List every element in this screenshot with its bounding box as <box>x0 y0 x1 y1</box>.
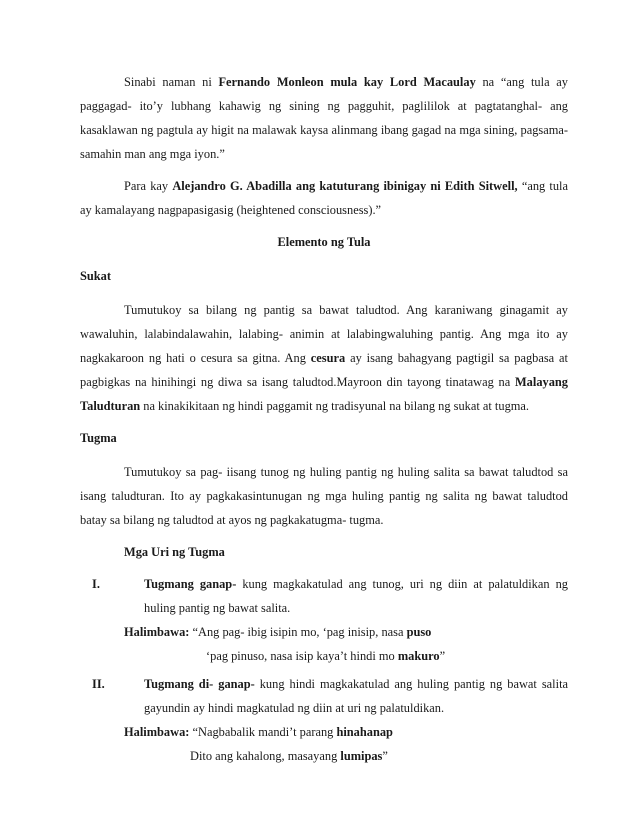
term-tugmang-di-ganap: Tugmang di- ganap- <box>144 677 255 691</box>
bold-malayang-taludturan: Malayang Taludturan <box>80 375 568 413</box>
heading-mga-uri: Mga Uri ng Tugma <box>124 545 225 559</box>
list-item-tugmang-di-ganap: II. Tugmang di- ganap- kung hindi magkakatulad ang huling pantig ng bawat salita gayundin ay hindi magkatulad ng diin at uri ng palatuldikan. <box>80 672 568 720</box>
heading-tugma: Tugma <box>80 431 117 445</box>
example-line: Halimbawa: “Nagbabalik mandi’t parang hinahanap <box>124 725 393 739</box>
example-line: Halimbawa: “Ang pag- ibig isipin mo, ‘pag inisip, nasa puso <box>124 625 432 639</box>
example-line: ‘pag pinuso, nasa isip kaya’t hindi mo makuro” <box>206 649 446 663</box>
paragraph-monleon: Sinabi naman ni Fernando Monleon mula kay Lord Macaulay na “ang tula ay paggagad- ito’y lubhang kahawig ng sining ng pagguhit, paglililok at pagtatanghal- ang kasaklawan ng pagtula ay higit na malawak kaysa alinmang ibang gagad na mga sining, pagsama- samahin man ang mga iyon.” <box>80 75 568 161</box>
example-line: Dito ang kahalong, masayang lumipas” <box>190 749 388 763</box>
list-number: II. <box>92 677 105 691</box>
heading-sukat: Sukat <box>80 269 111 283</box>
bold-monleon: Fernando Monleon mula kay Lord Macaulay <box>218 75 476 89</box>
heading-elemento: Elemento ng Tula <box>277 235 371 249</box>
bold-cesura: cesura <box>310 351 346 365</box>
bold-abadilla: Alejandro G. Abadilla ang katuturang ibinigay ni Edith Sitwell, <box>172 179 518 193</box>
list-number: I. <box>92 577 100 591</box>
term-tugmang-ganap: Tugmang ganap- <box>144 577 237 591</box>
paragraph-abadilla: Para kay Alejandro G. Abadilla ang katuturang ibinigay ni Edith Sitwell, “ang tula ay kamalayang nagpapasigasig (heightened consciousness).” <box>80 179 568 217</box>
list-item-tugmang-ganap: I. Tugmang ganap- kung magkakatulad ang tunog, uri ng diin at palatuldikan ng huling pantig ng bawat salita. <box>80 572 568 620</box>
paragraph-sukat: Tumutukoy sa bilang ng pantig sa bawat taludtod. Ang karaniwang ginagamit ay wawaluhin, lalabindalawahin, lalabing- animin at lalabingwaluhing pantig. Ang mga ito ay nagkakaroon ng hati o cesura sa gitna. Ang cesura ay isang bahagyang pagtigil sa pagbasa at pagbigkas na hinihingi ng diwa sa isang taludtod.Mayroon din tayong tinatawag na Malayang Taludturan na kinakikitaan ng hindi paggamit ng tradisyunal na bilang ng sukat at tugma. <box>80 303 568 413</box>
paragraph-tugma: Tumutukoy sa pag- iisang tunog ng huling pantig ng huling salita sa bawat taludtod sa isang taludturan. Ito ay pagkakasintunugan ng mga huling pantig ng salita ng bawat taludtod batay sa bilang ng taludtod at ayos ng pagkakatugma- tugma. <box>80 465 568 527</box>
